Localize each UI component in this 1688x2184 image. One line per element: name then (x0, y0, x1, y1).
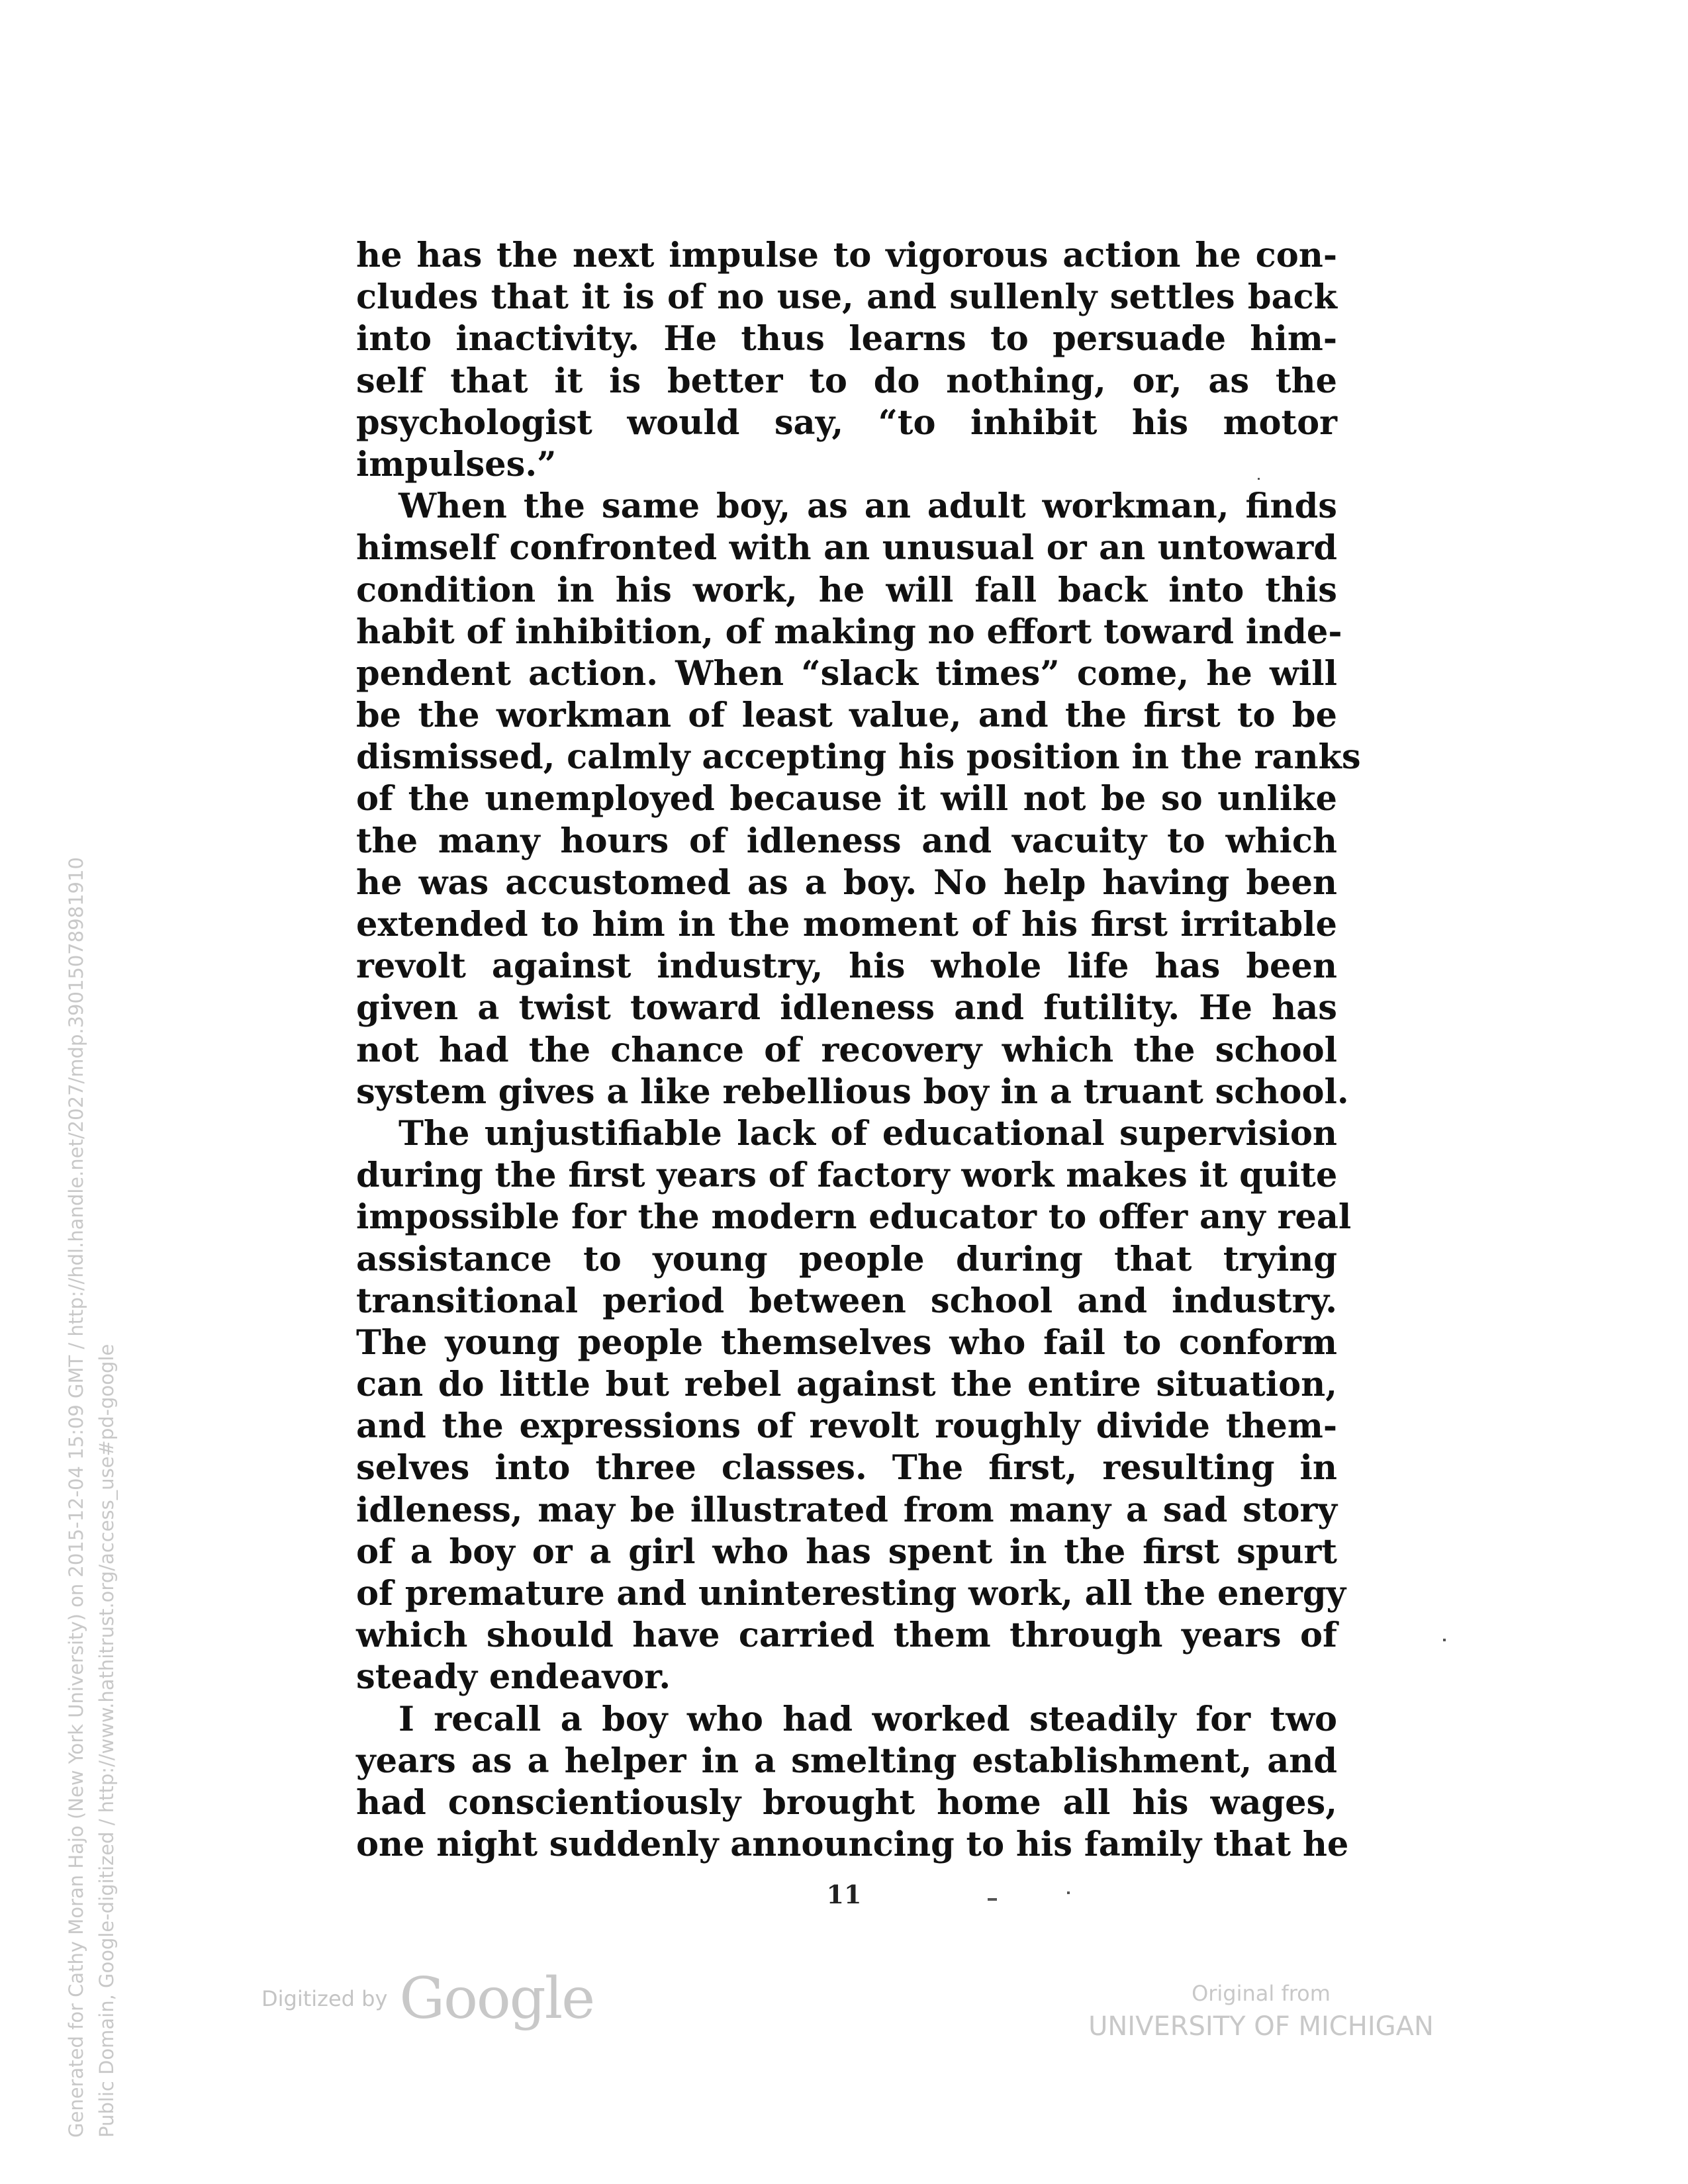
page-number: 11 (826, 1880, 862, 1909)
text-line: pendent action. When “slack times” come, he will (356, 653, 1337, 694)
text-line: cludes that it is of no use, and sullenly settles back (356, 277, 1337, 318)
text-line: dismissed, calmly accepting his position in the ranks (356, 737, 1361, 778)
text-line: himself confronted with an unusual or an untoward (356, 528, 1337, 569)
text-line: during the first years of factory work makes it quite (356, 1156, 1338, 1196)
text-line: habit of inhibition, of making no effort toward inde- (356, 612, 1342, 652)
original-source (1046, 1979, 1476, 2045)
scan-speck (1067, 1891, 1070, 1894)
text-line: of premature and uninteresting work, all the energy (356, 1574, 1346, 1614)
text-line: years as a helper in a smelting establishment, and (356, 1741, 1337, 1781)
text-line: impulses.” (356, 444, 557, 484)
text-line: can do little but rebel against the entire situation, (356, 1365, 1337, 1405)
digitized-by-label: Digitized by (261, 1986, 388, 2011)
hathitrust-watermark (61, 814, 122, 2138)
text-line: selves into three classes. The first, resulting in (356, 1448, 1337, 1488)
text-line: of the unemployed because it will not be so unlike (356, 779, 1337, 819)
text-line: and the expressions of revolt roughly divide them- (356, 1406, 1337, 1447)
text-line: The unjustifiable lack of educational supervision (399, 1113, 1337, 1154)
text-line: psychologist would say, “to inhibit his motor (356, 402, 1337, 443)
text-line: condition in his work, he will fall back into this (356, 570, 1337, 610)
text-line: be the workman of least value, and the first to be (356, 696, 1337, 736)
text-line: into inactivity. He thus learns to persuade him- (356, 319, 1337, 359)
google-logo: Google (399, 1966, 594, 2032)
text-line: revolt against industry, his whole life has been (356, 946, 1337, 987)
text-line: extended to him in the moment of his first irritable (356, 905, 1337, 944)
text-line: idleness, may be illustrated from many a sad story (356, 1490, 1337, 1530)
text-line: self that it is better to do nothing, or, as the (356, 361, 1337, 401)
text-line: given a twist toward idleness and futility. He has (356, 988, 1337, 1028)
text-line: I recall a boy who had worked steadily for two (399, 1699, 1337, 1739)
text-line: which should have carried them through years of (356, 1615, 1337, 1656)
text-line: he has the next impulse to vigorous action he con- (356, 236, 1337, 275)
text-line: not had the chance of recovery which the school (356, 1030, 1337, 1070)
text-line: When the same boy, as an adult workman, finds (399, 486, 1337, 527)
digitized-by-google (261, 1966, 594, 2032)
scan-speck (1443, 1639, 1446, 1641)
scan-speck (1258, 478, 1260, 480)
scan-speck (988, 1898, 997, 1901)
text-line: steady endeavor. (356, 1657, 671, 1698)
original-from-label: Original from (1192, 1981, 1331, 2006)
university-name: UNIVERSITY OF MICHIGAN (1088, 2011, 1434, 2042)
text-line: transitional period between school and industry. (356, 1281, 1337, 1321)
watermark-line-rights: Public Domain, Google-digitized / http://www.hathitrust.org/access_use#pd-google (95, 1343, 118, 2138)
text-line: he was accustomed as a boy. No help having been (356, 862, 1337, 903)
text-line: assistance to young people during that trying (356, 1239, 1337, 1279)
text-line: system gives a like rebellious boy in a truant school. (356, 1071, 1349, 1112)
text-line: of a boy or a girl who has spent in the first spurt (356, 1531, 1337, 1572)
text-line: the many hours of idleness and vacuity to which (356, 821, 1337, 861)
text-line: impossible for the modern educator to offer any real (356, 1197, 1352, 1238)
text-line: The young people themselves who fail to conform (356, 1322, 1337, 1363)
text-line: one night suddenly announcing to his family that he (356, 1825, 1349, 1865)
watermark-line-generated: Generated for Cathy Moran Hajo (New York University) on 2015-12-04 15:09 GMT / http://hdl.handle.net/2027/mdp.39015078981910 (65, 857, 87, 2138)
text-line: had conscientiously brought home all his wages, (356, 1782, 1337, 1823)
body-text (356, 235, 1361, 1866)
